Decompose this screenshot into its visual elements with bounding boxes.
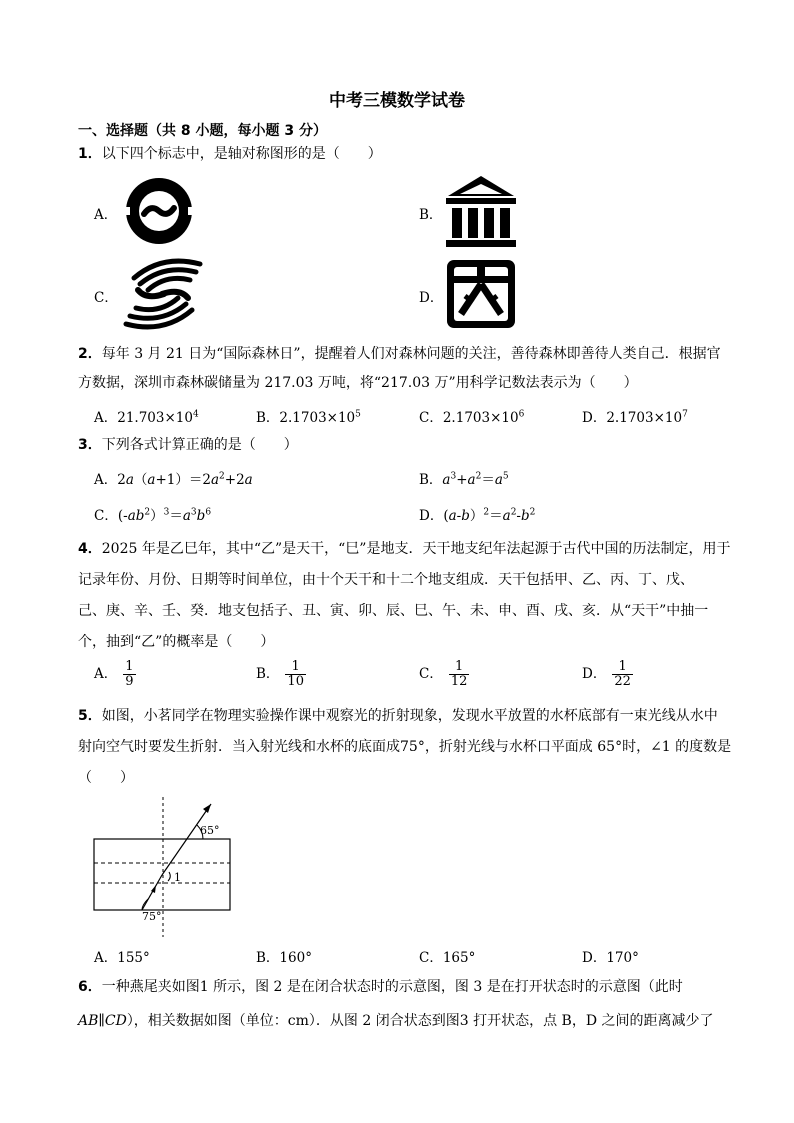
fraction: $\frac{1}{12}$ <box>450 659 468 689</box>
question-2-line2: 方数据，深圳市森林碳储量为 217.03 万吨，将“217.03 万”用科学记数法表示为（ ） <box>78 375 638 391</box>
q2-option-d: D．$2.1703\times 10^7$ <box>582 409 688 426</box>
q5-option-b: B．160° <box>256 950 312 966</box>
logo-a-icon <box>124 176 194 246</box>
q4-option-a: A． $\frac{1}{9}$ <box>94 659 134 689</box>
question-text-line1: 如图，小茗同学在物理实验操作课中观察光的折射现象，发现水平放置的水杯底部有一束光线从水中 <box>101 708 718 724</box>
q5-option-c: C．165° <box>419 950 476 966</box>
question-text: 以下四个标志中，是轴对称图形的是（ ） <box>101 146 382 162</box>
logo-b-icon <box>446 176 516 248</box>
question-5 <box>78 707 718 725</box>
question-6-line2: AB∥CD），相关数据如图（单位：cm）．从图 2 闭合状态到图3 打开状态，点 B，D 之间的距离减少了 <box>78 1013 714 1029</box>
math-expression: AB∥CD <box>78 1013 127 1029</box>
page-title: 中考三模数学试卷 <box>329 91 465 111</box>
question-number: 1． <box>78 146 102 162</box>
question-text-line1: 每年 3 月 21 日为“国际森林日”，提醒着人们对森林问题的关注，善待森林即善待人类自己．根据官 <box>101 346 721 362</box>
logo-c-icon <box>122 258 204 330</box>
question-4-line3: 己、庚、辛、壬、癸．地支包括子、丑、寅、卯、辰、巳、午、未、申、酉、戌、亥．从“天干”中抽一 <box>78 603 709 619</box>
logo-d-icon <box>447 260 515 328</box>
q4-option-b: B． $\frac{1}{10}$ <box>256 659 304 689</box>
section-heading: 一、选择题（共 8 小题，每小题 3 分） <box>78 123 327 139</box>
refraction-figure <box>90 795 240 940</box>
q3-option-b: B．$a^3+a^2=a^5$ <box>419 471 509 488</box>
fraction: $\frac{1}{9}$ <box>125 659 134 689</box>
question-3 <box>78 436 298 454</box>
question-5-line2: 射向空气时要发生折射．当入射光线和水杯的底面成75°，折射光线与水杯口平面成 65°时，∠1 的度数是 <box>78 739 732 755</box>
fraction: $\frac{1}{22}$ <box>614 659 631 689</box>
q1-option-d-label: D． <box>419 290 444 306</box>
q5-option-d: D．170° <box>582 950 639 966</box>
q1-option-c-label: C． <box>94 290 118 306</box>
q1-option-a-label: A． <box>94 207 118 223</box>
q3-option-a: A．$2a(a+1)=2a^2+2a$ <box>94 471 253 488</box>
q2-option-b: B．$2.1703\times 10^5$ <box>256 409 361 426</box>
q3-option-c: C．$(-ab^2)^3=a^3b^6$ <box>94 507 212 524</box>
question-1 <box>78 145 382 163</box>
q3-option-d: D．$(a-b)^2=a^2-b^2$ <box>419 507 536 524</box>
question-6 <box>78 978 683 996</box>
q2-option-c: C．$2.1703\times 10^6$ <box>419 409 525 426</box>
question-text-line1: 2025 年是乙巳年，其中“乙”是天干，“巳”是地支．天干地支纪年法起源于古代中国的历法制定，用于 <box>101 541 731 557</box>
fraction: $\frac{1}{10}$ <box>287 659 304 689</box>
angle-label-1: 1 <box>174 871 181 884</box>
question-4-line4: 个，抽到“乙”的概率是（ ） <box>78 634 275 650</box>
question-number: 3． <box>78 437 102 453</box>
q1-option-b-label: B． <box>419 207 443 223</box>
question-number: 4． <box>78 541 102 557</box>
q4-option-d: D． $\frac{1}{22}$ <box>582 659 631 689</box>
angle-label-bottom: 75° <box>142 910 162 923</box>
question-text: 下列各式计算正确的是（ ） <box>101 437 298 453</box>
question-4-line2: 记录年份、月份、日期等时间单位，由十个天干和十二个地支组成．天干包括甲、乙、丙、丁、戊、 <box>78 572 694 588</box>
question-2 <box>78 345 721 363</box>
question-number: 5． <box>78 708 102 724</box>
question-4 <box>78 540 730 558</box>
question-number: 6． <box>78 979 102 995</box>
angle-label-top: 65° <box>200 824 220 837</box>
q2-option-a: A．$21.703\times 10^4$ <box>94 409 199 426</box>
question-5-line3: （ ） <box>78 770 134 786</box>
question-text-line1: 一种燕尾夹如图1 所示，图 2 是在闭合状态时的示意图，图 3 是在打开状态时的示意图（此时 <box>101 979 683 995</box>
q4-option-c: C． $\frac{1}{12}$ <box>419 659 468 689</box>
q5-option-a: A．155° <box>94 950 150 966</box>
question-number: 2． <box>78 346 102 362</box>
